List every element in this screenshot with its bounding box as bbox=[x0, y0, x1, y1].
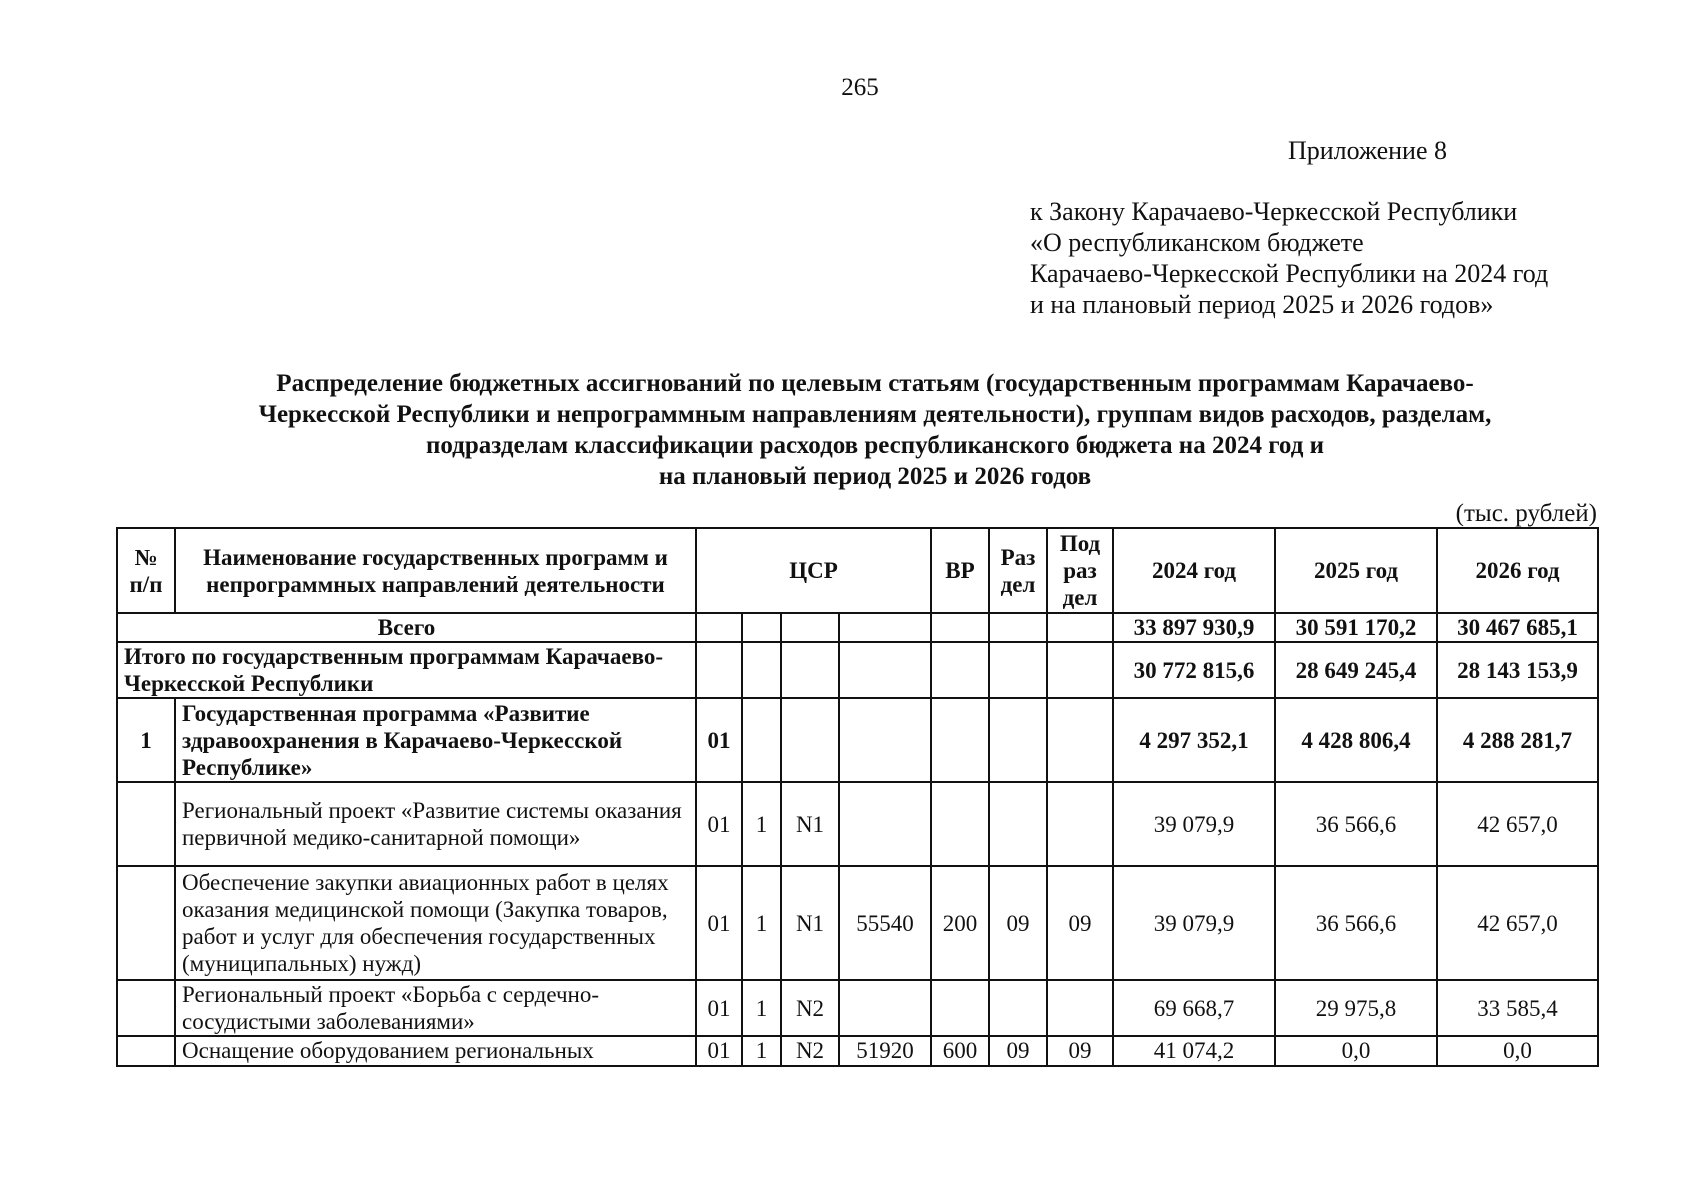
row-csr-program: 01 bbox=[696, 1036, 742, 1066]
row-2024: 39 079,9 bbox=[1113, 782, 1275, 866]
programs-total-row bbox=[117, 642, 1598, 698]
heading-line: на плановый период 2025 и 2026 годов bbox=[658, 463, 1092, 490]
row-csr-program: 01 bbox=[696, 866, 742, 980]
row-vr: 200 bbox=[931, 866, 989, 980]
row-name: Региональный проект «Развитие системы оказания первичной медико-санитарной помощи» bbox=[175, 782, 696, 866]
row-2025: 0,0 bbox=[1275, 1036, 1437, 1066]
programs-total-label: Итого по государственным программам Карачаево-Черкесской Республики bbox=[117, 642, 696, 698]
row-podrazdel: 09 bbox=[1047, 866, 1113, 980]
row-csr-project: N2 bbox=[781, 1036, 839, 1066]
row-csr-program: 01 bbox=[696, 980, 742, 1036]
programs-total-2024: 30 772 815,6 bbox=[1113, 642, 1275, 698]
row-2024: 39 079,9 bbox=[1113, 866, 1275, 980]
table-row bbox=[117, 866, 1598, 980]
row-razdel: 09 bbox=[989, 1036, 1047, 1066]
header-num: № п/п bbox=[117, 528, 175, 613]
heading-line: подразделам классификации расходов республиканского бюджета на 2024 год и bbox=[426, 432, 1324, 459]
row-2026: 33 585,4 bbox=[1437, 980, 1598, 1036]
row-podrazdel bbox=[1047, 782, 1113, 866]
row-podrazdel: 09 bbox=[1047, 1036, 1113, 1066]
row-csr-program: 01 bbox=[696, 782, 742, 866]
row-num bbox=[117, 866, 175, 980]
row-vr bbox=[931, 782, 989, 866]
row-num bbox=[117, 782, 175, 866]
row-num bbox=[117, 1036, 175, 1066]
row-csr-subprogram: 1 bbox=[742, 980, 781, 1036]
row-csr-direction bbox=[839, 980, 931, 1036]
row-csr-direction: 55540 bbox=[839, 866, 931, 980]
row-2025: 36 566,6 bbox=[1275, 866, 1437, 980]
total-row bbox=[117, 613, 1598, 642]
table-row bbox=[117, 698, 1598, 782]
appendix-line: Карачаево-Черкесской Республики на 2024 год bbox=[1030, 259, 1549, 288]
row-razdel bbox=[989, 782, 1047, 866]
row-podrazdel bbox=[1047, 698, 1113, 782]
row-2024: 69 668,7 bbox=[1113, 980, 1275, 1036]
page-number: 265 bbox=[841, 74, 879, 101]
header-csr: ЦСР bbox=[696, 528, 931, 613]
row-2024: 41 074,2 bbox=[1113, 1036, 1275, 1066]
table-header-row bbox=[117, 528, 1598, 613]
programs-total-2025: 28 649 245,4 bbox=[1275, 642, 1437, 698]
unit-label: (тыс. рублей) bbox=[1455, 500, 1597, 527]
appendix-line: «О республиканском бюджете bbox=[1030, 228, 1364, 257]
header-2026: 2026 год bbox=[1437, 528, 1598, 613]
budget-table bbox=[116, 527, 1599, 1067]
appendix-line: и на плановый период 2025 и 2026 годов» bbox=[1030, 290, 1494, 319]
appendix-reference bbox=[1030, 196, 1548, 320]
row-2026: 42 657,0 bbox=[1437, 866, 1598, 980]
header-razdel: Раз дел bbox=[989, 528, 1047, 613]
total-2026: 30 467 685,1 bbox=[1437, 613, 1598, 642]
row-csr-program: 01 bbox=[696, 698, 742, 782]
heading-line: Распределение бюджетных ассигнований по целевым статьям (государственным программам Карачаево- bbox=[276, 370, 1474, 397]
row-csr-direction: 51920 bbox=[839, 1036, 931, 1066]
row-name: Оснащение оборудованием региональных bbox=[175, 1036, 696, 1066]
header-podrazdel: Под раз дел bbox=[1047, 528, 1113, 613]
heading-line: Черкесской Республики и непрограммным направлениям деятельности), группам видов расходов, разделам, bbox=[258, 401, 1492, 428]
total-2025: 30 591 170,2 bbox=[1275, 613, 1437, 642]
programs-total-2026: 28 143 153,9 bbox=[1437, 642, 1598, 698]
row-vr bbox=[931, 980, 989, 1036]
header-vr: ВР bbox=[931, 528, 989, 613]
row-podrazdel bbox=[1047, 980, 1113, 1036]
row-csr-subprogram bbox=[742, 698, 781, 782]
table-row bbox=[117, 980, 1598, 1036]
appendix-title: Приложение 8 bbox=[1287, 136, 1447, 165]
row-csr-project: N2 bbox=[781, 980, 839, 1036]
row-num bbox=[117, 980, 175, 1036]
row-razdel bbox=[989, 698, 1047, 782]
header-name: Наименование государственных программ и непрограммных направлений деятельности bbox=[175, 528, 696, 613]
total-2024: 33 897 930,9 bbox=[1113, 613, 1275, 642]
row-csr-project: N1 bbox=[781, 866, 839, 980]
row-csr-subprogram: 1 bbox=[742, 1036, 781, 1066]
row-csr-direction bbox=[839, 782, 931, 866]
row-2026: 4 288 281,7 bbox=[1437, 698, 1598, 782]
row-csr-project bbox=[781, 698, 839, 782]
row-2025: 4 428 806,4 bbox=[1275, 698, 1437, 782]
row-csr-project: N1 bbox=[781, 782, 839, 866]
row-name: Региональный проект «Борьба с сердечно-сосудистыми заболеваниями» bbox=[175, 980, 696, 1036]
row-vr bbox=[931, 698, 989, 782]
row-2025: 36 566,6 bbox=[1275, 782, 1437, 866]
header-2025: 2025 год bbox=[1275, 528, 1437, 613]
row-razdel bbox=[989, 980, 1047, 1036]
table-row bbox=[117, 782, 1598, 866]
document-heading bbox=[140, 368, 1610, 492]
row-2026: 0,0 bbox=[1437, 1036, 1598, 1066]
row-vr: 600 bbox=[931, 1036, 989, 1066]
row-2024: 4 297 352,1 bbox=[1113, 698, 1275, 782]
row-razdel: 09 bbox=[989, 866, 1047, 980]
header-2024: 2024 год bbox=[1113, 528, 1275, 613]
row-csr-direction bbox=[839, 698, 931, 782]
row-csr-subprogram: 1 bbox=[742, 782, 781, 866]
total-label: Всего bbox=[117, 613, 696, 642]
row-2026: 42 657,0 bbox=[1437, 782, 1598, 866]
row-csr-subprogram: 1 bbox=[742, 866, 781, 980]
appendix-line: к Закону Карачаево-Черкесской Республики bbox=[1030, 197, 1518, 226]
row-name: Государственная программа «Развитие здравоохранения в Карачаево-Черкесской Республике» bbox=[175, 698, 696, 782]
table-row bbox=[117, 1036, 1598, 1066]
row-2025: 29 975,8 bbox=[1275, 980, 1437, 1036]
row-name: Обеспечение закупки авиационных работ в целях оказания медицинской помощи (Закупка товаров, работ и услуг для обеспечения государственных (муниципальных) нужд) bbox=[175, 866, 696, 980]
row-num: 1 bbox=[117, 698, 175, 782]
